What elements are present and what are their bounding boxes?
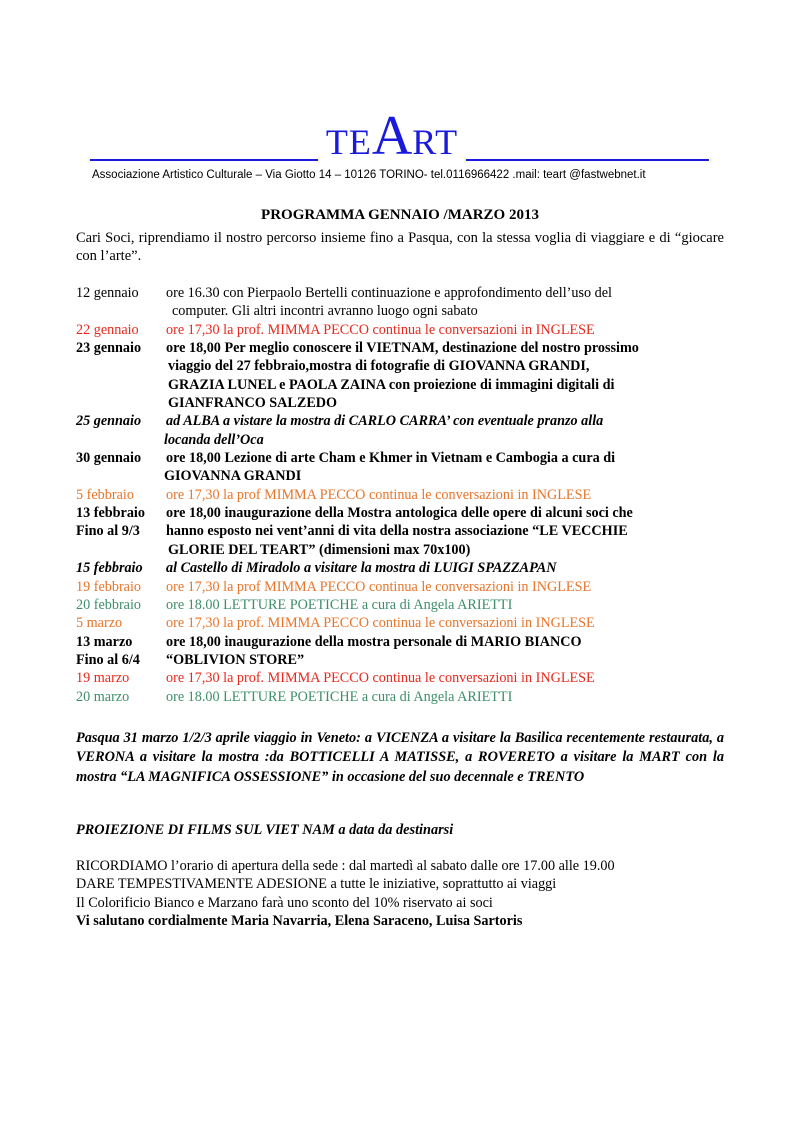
event-text: hanno esposto nei vent’anni di vita della nostra associazione “LE VECCHIE	[166, 523, 628, 540]
event-text: ad ALBA a vistare la mostra di CARLO CARRA’ con eventuale pranzo alla	[166, 413, 604, 430]
event-line	[76, 688, 726, 706]
event-line	[76, 651, 726, 669]
event-date: 19 marzo	[76, 670, 130, 687]
event-line	[76, 449, 726, 467]
logo-text	[317, 105, 467, 167]
event-text: ore 17,30 la prof. MIMMA PECCO continua le conversazioni in INGLESE	[166, 321, 595, 338]
event-date: 5 febbraio	[76, 486, 134, 503]
event-line	[76, 486, 726, 504]
event-date: 22 gennaio	[76, 321, 139, 338]
event-line	[76, 522, 726, 540]
footer-notes	[76, 857, 724, 930]
logo-prefix: TE	[325, 122, 372, 162]
event-date: Fino al 9/3	[76, 523, 140, 540]
opening-hours-line: RICORDIAMO l’orario di apertura della sede : dal martedì al sabato dalle ore 17.00 alle 19.00	[76, 858, 615, 874]
event-date: 20 marzo	[76, 688, 130, 705]
logo-left-rule	[90, 159, 318, 161]
logo-right-rule	[466, 159, 709, 161]
event-date: Fino al 6/4	[76, 651, 140, 668]
event-line	[76, 614, 726, 632]
event-text: computer. Gli altri incontri avranno luogo ogni sabato	[172, 303, 478, 320]
event-text: GIOVANNA GRANDI	[164, 468, 302, 485]
event-line	[76, 321, 726, 339]
event-line	[76, 302, 726, 320]
event-line	[76, 431, 726, 449]
event-text: ore 18,00 inaugurazione della mostra personale di MARIO BIANCO	[166, 633, 582, 650]
event-date: 13 febbraio	[76, 505, 145, 522]
event-line	[76, 412, 726, 430]
event-text: ore 18,00 Lezione di arte Cham e Khmer in Vietnam e Cambogia a cura di	[166, 450, 616, 467]
event-text: GLORIE DEL TEART” (dimensioni max 70x100)	[168, 541, 471, 558]
event-line	[76, 394, 726, 412]
event-text: GRAZIA LUNEL e PAOLA ZAINA con proiezione di immagini digitali di	[168, 376, 615, 393]
event-date: 5 marzo	[76, 615, 123, 632]
pasqua-trip-paragraph: Pasqua 31 marzo 1/2/3 aprile viaggio in Veneto: a VICENZA a visitare la Basilica recentemente restaurata, a VERONA a visitare la mostra :da BOTTICELLI A MATISSE, a ROVERETO a visitare la MART con la mostra “LA MAGNIFICA OSSESSIONE” in occasione del suo decennale e TRENTO	[76, 730, 724, 785]
event-date: 19 febbraio	[76, 578, 142, 595]
event-line	[76, 596, 726, 614]
intro-paragraph: Cari Soci, riprendiamo il nostro percorso insieme fino a Pasqua, con la stessa voglia di viaggiare e di “giocare con l’arte”.	[76, 230, 724, 264]
event-line	[76, 578, 726, 596]
event-text: al Castello di Miradolo a visitare la mostra di LUIGI SPAZZAPAN	[166, 560, 557, 577]
event-line	[76, 504, 726, 522]
event-line	[76, 467, 726, 485]
event-text: ore 18.00 LETTURE POETICHE a cura di Angela ARIETTI	[166, 688, 513, 705]
adhesion-line: DARE TEMPESTIVAMENTE ADESIONE a tutte le iniziative, soprattutto ai viaggi	[76, 876, 557, 893]
teart-logo	[88, 105, 712, 167]
event-line	[76, 357, 726, 375]
event-date: 15 febbraio	[76, 560, 143, 577]
event-text: ore 18,00 inaugurazione della Mostra antologica delle opere di alcuni soci che	[166, 505, 633, 522]
event-text: ore 16.30 con Pierpaolo Bertelli continuazione e approfondimento dell’uso del	[166, 285, 612, 301]
event-text: locanda dell’Oca	[164, 431, 264, 448]
event-date: 30 gennaio	[76, 450, 142, 467]
document-title: PROGRAMMA GENNAIO /MARZO 2013	[261, 207, 539, 223]
event-text: ore 17,30 la prof. MIMMA PECCO continua le conversazioni in INGLESE	[166, 670, 595, 687]
event-text: “OBLIVION STORE”	[166, 651, 305, 668]
discount-line: Il Colorificio Bianco e Marzano farà uno sconto del 10% riservato ai soci	[76, 894, 493, 911]
event-text: viaggio del 27 febbraio,mostra di fotografie di GIOVANNA GRANDI,	[168, 358, 590, 375]
logo-suffix: RT	[412, 122, 459, 162]
logo-big-letter: A	[371, 105, 413, 167]
event-line	[76, 284, 726, 302]
association-address: Associazione Artistico Culturale – Via Giotto 14 – 10126 TORINO- tel.0116966422 .mail: teart @fastwebnet.it	[92, 169, 646, 181]
event-line	[76, 376, 726, 394]
event-date: 25 gennaio	[76, 413, 142, 430]
event-line	[76, 669, 726, 687]
event-line	[76, 541, 726, 559]
event-text: ore 18,00 Per meglio conoscere il VIETNAM, destinazione del nostro prossimo	[166, 340, 639, 357]
event-date: 20 febbraio	[76, 596, 142, 613]
event-line	[76, 339, 726, 357]
greetings-line: Vi salutano cordialmente Maria Navarria, Elena Saraceno, Luisa Sartoris	[76, 912, 523, 929]
event-line	[76, 633, 726, 651]
event-date: 12 gennaio	[76, 285, 139, 301]
event-text: ore 17,30 la prof. MIMMA PECCO continua le conversazioni in INGLESE	[166, 615, 595, 632]
event-date: 23 gennaio	[76, 340, 142, 357]
event-text: GIANFRANCO SALZEDO	[168, 395, 338, 412]
event-text: ore 17,30 la prof MIMMA PECCO continua le conversazioni in INGLESE	[166, 578, 592, 595]
film-projection-note: PROIEZIONE DI FILMS SUL VIET NAM a data da destinarsi	[76, 822, 454, 838]
event-line	[76, 559, 726, 577]
event-date: 13 marzo	[76, 633, 133, 650]
event-text: ore 17,30 la prof MIMMA PECCO continua le conversazioni in INGLESE	[166, 486, 592, 503]
event-text: ore 18.00 LETTURE POETICHE a cura di Angela ARIETTI	[166, 596, 513, 613]
event-list	[76, 284, 726, 706]
